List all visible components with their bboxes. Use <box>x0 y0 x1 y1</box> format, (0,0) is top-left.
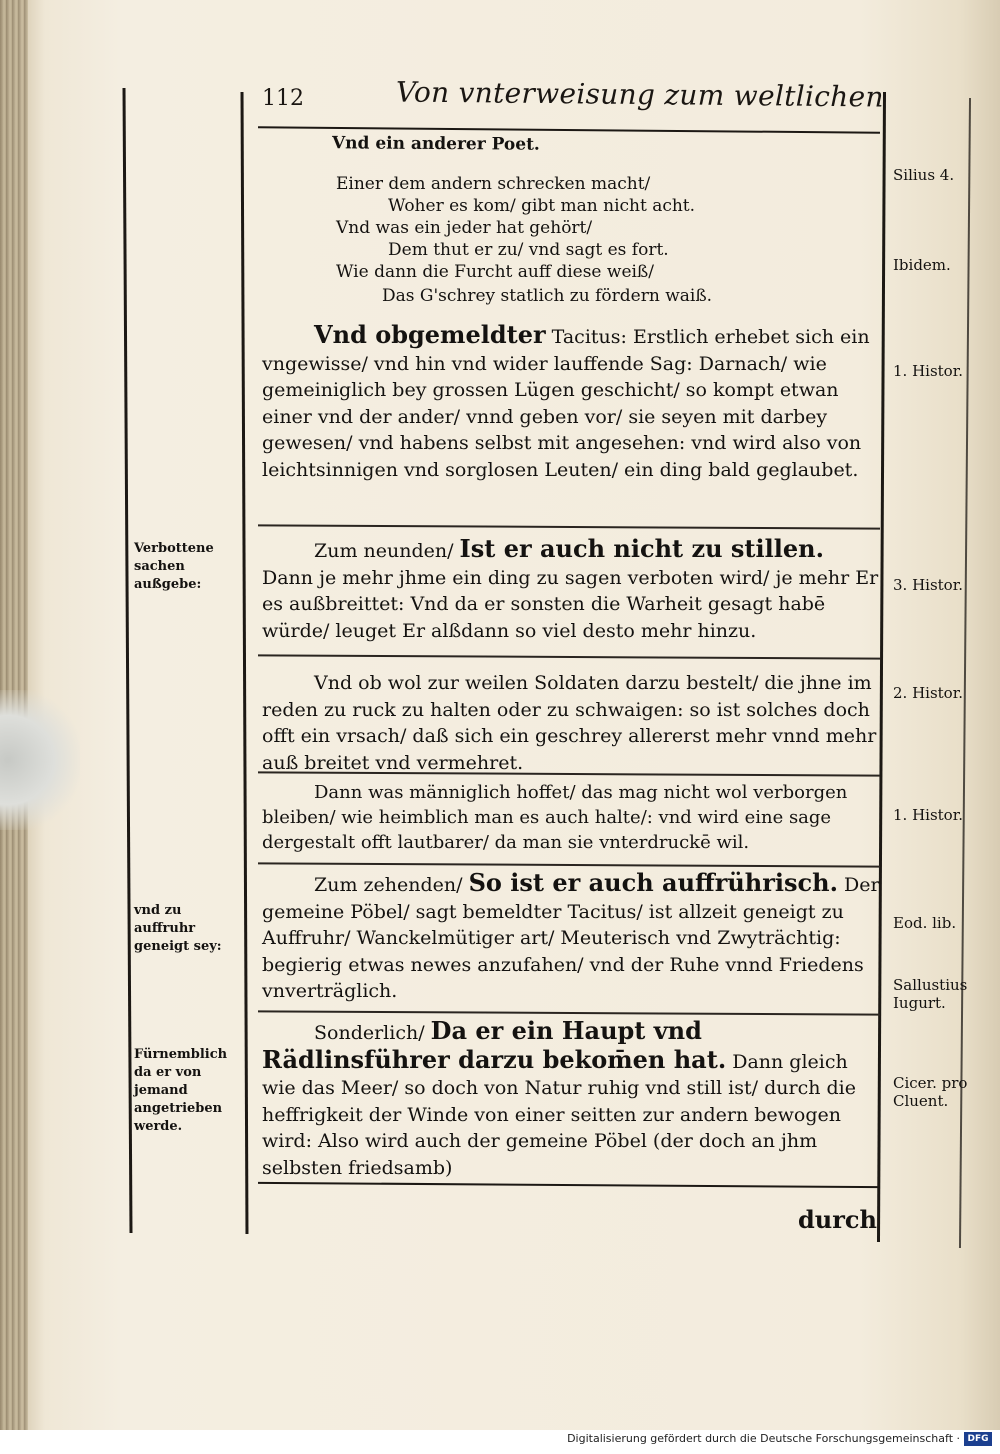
paragraph-prefix: Zum neunden/ <box>314 540 460 562</box>
paragraph-lead: Vnd obgemeldter <box>314 320 546 349</box>
margin-note-right: 2. Histor. <box>893 684 964 702</box>
paragraph-lead: Ist er auch nicht zu stillen. <box>459 534 824 563</box>
margin-note-right: 1. Histor. <box>893 806 964 824</box>
verse-line: Einer dem andern schrecken macht/ <box>336 174 651 194</box>
page-clip <box>0 690 80 830</box>
verse-line: Wie dann die Furcht auff diese weiß/ <box>336 262 655 282</box>
dfg-logo: DFG <box>964 1432 992 1446</box>
margin-note-right: 3. Histor. <box>893 576 964 594</box>
margin-note-left: Fürnemblich da er von jemand angetrieben werde. <box>134 1047 228 1134</box>
margin-note-left: vnd zu auffruhr geneigt sey: <box>134 903 222 954</box>
section-rule <box>258 524 880 529</box>
paragraph <box>262 1018 880 1181</box>
catchword: durch <box>798 1205 877 1234</box>
paragraph-prefix: Zum zehenden/ <box>314 874 469 896</box>
paragraph-lead: So ist er auch auffrührisch. <box>468 868 838 897</box>
footer-rule <box>258 1182 880 1188</box>
margin-note-left: Verbottene sachen außgebe: <box>134 541 214 592</box>
margin-note-right: Cicer. pro Cluent. <box>893 1074 968 1110</box>
paragraph-prefix: Sonderlich/ <box>314 1022 431 1044</box>
section-rule <box>258 862 880 867</box>
verse-line: Das G'schrey statlich zu fördern waiß. <box>382 286 713 306</box>
section-rule <box>258 654 880 659</box>
paragraph-lead: Da er ein Haupt vnd Rädlinsführer darzu bekom̄en hat. <box>262 1016 727 1074</box>
verse-line: Dem thut er zu/ vnd sagt es fort. <box>388 240 669 260</box>
margin-note-right: Sallustius Iugurt. <box>893 976 968 1012</box>
poem-title: Vnd ein anderer Poet. <box>331 133 540 155</box>
page-number: 112 <box>262 86 304 111</box>
margin-note-right: Silius 4. <box>893 166 955 184</box>
margin-note-right: Eod. lib. <box>893 914 957 932</box>
section-rule <box>258 1010 880 1015</box>
paragraph <box>262 670 880 776</box>
paragraph-text: Vnd ob wol zur weilen Soldaten darzu bestelt/ die jhne im reden zu ruck zu halten oder zu schwaigen: so ist solches doch offt ein vrsach/ daß sich ein geschrey allererst mehr vnnd mehr auß breitet vnd vermehret. <box>262 672 877 774</box>
running-title: Von vnterweisung zum weltlichen <box>395 75 884 114</box>
paragraph <box>262 780 880 855</box>
margin-note-right: Ibidem. <box>893 256 951 274</box>
paragraph-text: Dann gleich wie das Meer/ so doch von Natur ruhig vnd still ist/ durch die heffrigkeit der Winde von einer seitten zur andern bewogen wird: Also wird auch der gemeine Pöbel (der doch an jhm selbsten friedsamb) <box>262 1050 856 1179</box>
margin-note-right: 1. Histor. <box>893 362 964 380</box>
paragraph-text: Tacitus: Erstlich erhebet sich ein vngewisse/ vnd hin vnd wider lauffende Sag: Darnach/ wie gemeiniglich bey grossen Lügen geschicht/ so kompt etwan einer vnd der ander/ vnnd geben vor/ sie seyen mit darbey gewesen/ vnd habens selbst mit angesehen: vnd wird also von leichtsinnigen vnd sorglosen Leuten/ ein ding bald geglaubet. <box>262 326 870 481</box>
paragraph <box>262 870 880 1005</box>
paragraph-text: Dann je mehr jhme ein ding zu sagen verboten wird/ je mehr Er es außbreittet: Vnd da er sonsten die Warheit gesagt habē würde/ leuget Er alßdann so viel desto mehr hinzu. <box>262 566 879 642</box>
verse-line: Vnd was ein jeder hat gehört/ <box>336 218 593 238</box>
verse-line: Woher es kom/ gibt man nicht acht. <box>388 196 696 216</box>
paragraph <box>262 536 880 644</box>
digitization-credit: Digitalisierung gefördert durch die Deutsche Forschungsgemeinschaft · <box>567 1432 960 1445</box>
paragraph-text: Der gemeine Pöbel/ sagt bemeldter Tacitus/ ist allzeit geneigt zu Auffruhr/ Wanckelmütiger art/ Meuterisch vnd Zwyträchtig: begierig etwas newes anzufahen/ vnd der Ruhe vnnd Friedens vnverträglich. <box>262 874 880 1002</box>
paragraph-text: Dann was männiglich hoffet/ das mag nicht wol verborgen bleiben/ wie heimblich man es auch halte/: vnd wird eine sage dergestalt offt lautbarer/ da man sie vnterdruckē wil. <box>262 782 848 853</box>
paragraph <box>262 322 880 483</box>
frame-line-left <box>123 88 133 1233</box>
